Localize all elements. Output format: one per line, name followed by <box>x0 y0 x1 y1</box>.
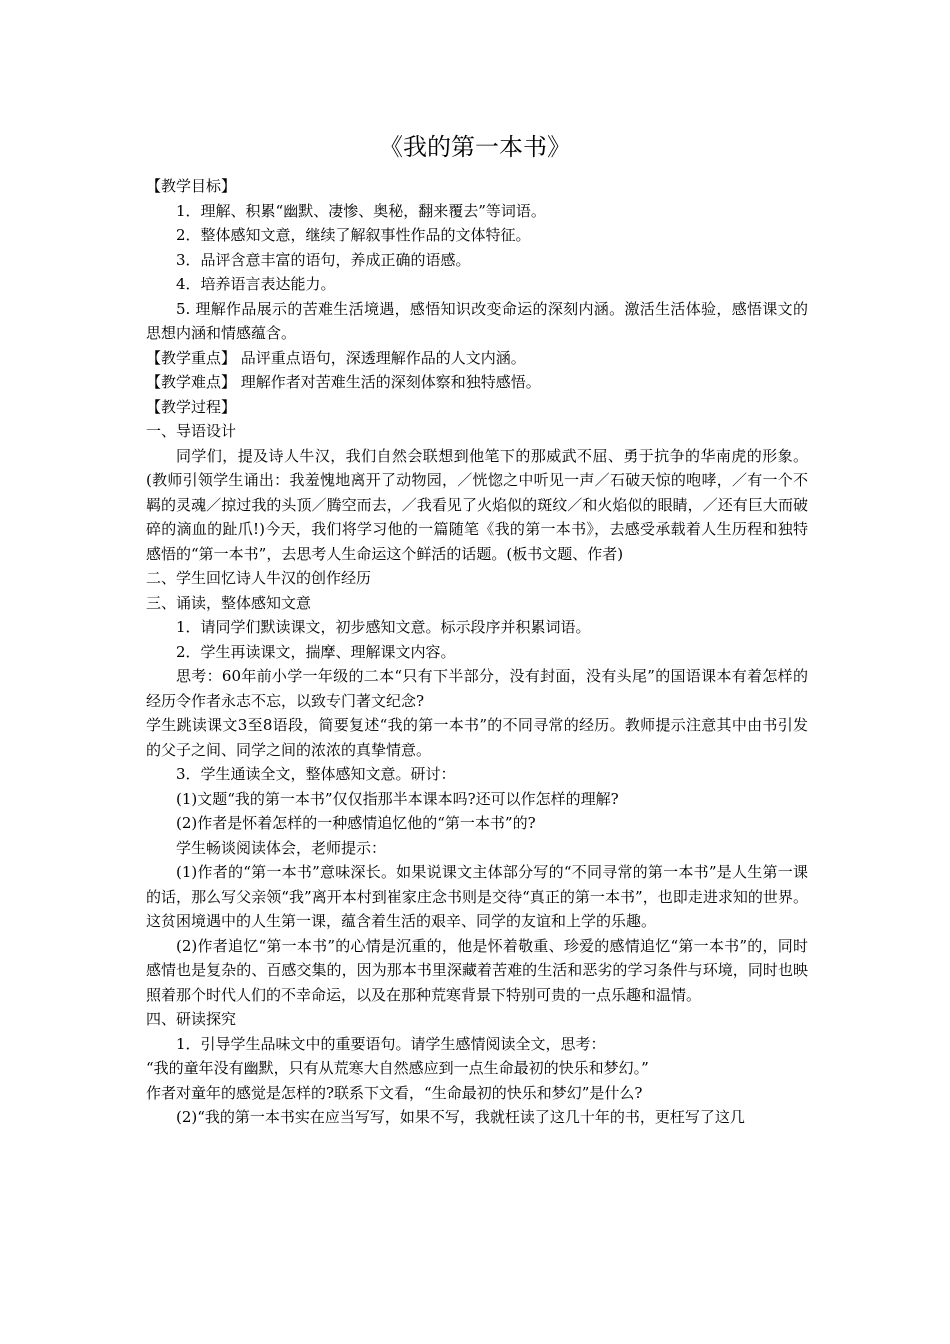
document-title: 《我的第一本书》 <box>379 133 571 161</box>
section-heading-objectives: 【教学目标】 <box>146 177 237 195</box>
body-paragraph: (2)作者追忆“第一本书”的心情是沉重的，他是怀着敬重、珍爱的感情追忆“第一本书”的，同时感情也是复杂的、百感交集的，因为那本书里深藏着苦难的生活和恶劣的学习条件与环境，同时也映照着那个时代人们的不幸命运，以及在那种荒寒背景下特别可贵的一点乐趣和温情。 <box>146 936 808 1004</box>
body-paragraph: (2)作者是怀着怎样的一种感情追忆他的“第一本书”的? <box>176 814 536 832</box>
key-points: 【教学重点】 品评重点语句，深透理解作品的人文内涵。 <box>146 348 526 367</box>
objective-item: 1．理解、积累“幽默、凄惨、奥秘，翻来覆去”等词语。 <box>176 201 546 220</box>
body-paragraph: 同学们，提及诗人牛汉，我们自然会联想到他笔下的那威武不屈、勇于抗争的华南虎的形象。(教师引领学生诵出：我羞愧地离开了动物园，／恍惚之中听见一声／石破天惊的咆哮，／有一个不羁的灵魂／掠过我的头顶／腾空而去，／我看见了火焰似的斑纹／和火焰似的眼睛，／还有巨大而破碎的滴血的趾爪!)今天，我们将学习他的一篇随笔《我的第一本书》，去感受承载着人生历程和独特感悟的“第一本书”，去思考人生命运这个鲜活的话题。(板书文题、作者) <box>146 446 808 563</box>
body-paragraph: 1．引导学生品味文中的重要语句。请学生感情阅读全文，思考： <box>176 1034 606 1053</box>
objective-item: 5. 理解作品展示的苦难生活境遇，感悟知识改变命运的深刻内涵。激活生活体验，感悟课文的思想内涵和情感蕴含。 <box>146 299 808 342</box>
section-heading: 四、研读探究 <box>146 1010 237 1028</box>
section-heading: 一、导语设计 <box>146 422 237 440</box>
objective-item: 2．整体感知文意，继续了解叙事性作品的文体特征。 <box>176 226 531 244</box>
body-paragraph: 思考：60年前小学一年级的二本“只有下半部分，没有封面，没有头尾”的国语课本有着怎样的经历令作者永志不忘，以致专门著文纪念? <box>146 667 808 710</box>
body-paragraph: (1)文题“我的第一本书”仅仅指那半本课本吗?还可以作怎样的理解? <box>176 789 619 808</box>
objective-item: 3．品评含意丰富的语句，养成正确的语感。 <box>176 250 471 269</box>
body-paragraph: (1)作者的“第一本书”意味深长。如果说课文主体部分写的“不同寻常的第一本书”是人生第一课的话，那么写父亲领“我”离开本村到崔家庄念书则是交待“真正的第一本书”，也即走进求知的世界。这贫困境遇中的人生第一课，蕴含着生活的艰辛、同学的友谊和上学的乐趣。 <box>146 863 808 930</box>
document-body <box>146 174 808 1130</box>
quote-paragraph: “我的童年没有幽默，只有从荒寒大自然感应到一点生命最初的快乐和梦幻。” <box>146 1059 649 1077</box>
body-paragraph: 学生畅谈阅读体会，老师提示： <box>176 838 387 857</box>
difficult-points: 【教学难点】 理解作者对苦难生活的深刻体察和独特感悟。 <box>146 373 541 391</box>
body-paragraph: 作者对童年的感觉是怎样的?联系下文看，“生命最初的快乐和梦幻”是什么? <box>146 1083 643 1102</box>
body-paragraph: 学生跳读课文3至8语段，简要复述“我的第一本书”的不同寻常的经历。教师提示注意其中由书引发的父子之间、同学之间的浓浓的真挚情意。 <box>146 716 808 759</box>
objective-item: 4．培养语言表达能力。 <box>176 275 336 293</box>
body-paragraph: (2)“我的第一本书实在应当写写，如果不写，我就枉读了这几十年的书，更枉写了这几 <box>176 1108 745 1126</box>
body-paragraph: 1．请同学们默读课文，初步感知文意。标示段序并积累词语。 <box>176 618 591 636</box>
body-paragraph: 2．学生再读课文，揣摩、理解课文内容。 <box>176 642 456 661</box>
section-heading-process: 【教学过程】 <box>146 397 237 416</box>
body-paragraph: 3．学生通读全文，整体感知文意。研讨： <box>176 765 456 783</box>
section-heading: 三、诵读，整体感知文意 <box>146 593 312 612</box>
section-heading: 二、学生回忆诗人牛汉的创作经历 <box>146 569 372 587</box>
